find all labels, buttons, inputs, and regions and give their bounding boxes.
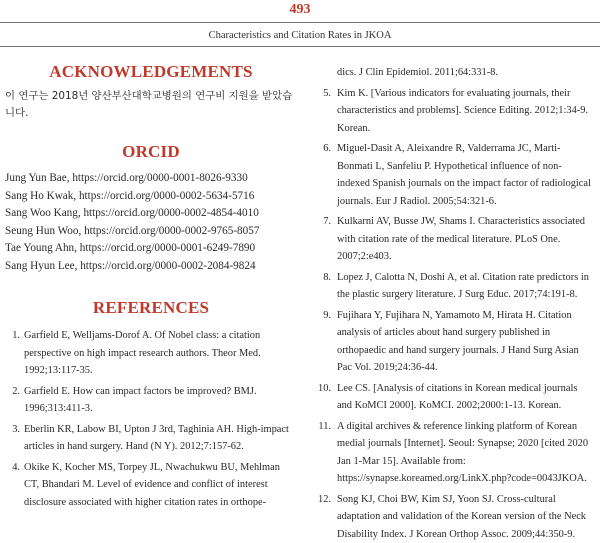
reference-number: 9. [311, 307, 331, 325]
reference-text: Okike K, Kocher MS, Torpey JL, Nwachukwu BU, Mehlman CT, Bhandari M. Level of evidence and conflict of interest disclosure associated with higher citation rates in orthope- [24, 459, 297, 512]
reference-item [311, 213, 591, 266]
reference-number: 2. [5, 383, 20, 401]
reference-number: 12. [311, 491, 331, 509]
running-title: Characteristics and Citation Rates in JKOA [0, 30, 600, 42]
reference-text: Garfield E, Welljams-Dorof A. Of Nobel class: a citation perspective on high impact research authors. Theor Med. 1992;13:117-35. [24, 327, 297, 380]
reference-item [5, 421, 297, 456]
reference-continuation [311, 64, 591, 82]
header-rule [0, 46, 600, 47]
reference-list-left [5, 327, 297, 511]
reference-number: 6. [311, 140, 331, 158]
reference-number: 4. [5, 459, 20, 477]
reference-text: Lopez J, Calotta N, Doshi A, et al. Citation rate predictors in the plastic surgery literature. J Surg Educ. 2017;74:191-8. [337, 269, 591, 304]
reference-item [311, 418, 591, 488]
reference-text: Fujihara Y, Fujihara N, Yamamoto M, Hirata H. Citation analysis of articles about hand surgery published in orthopaedic and hand surgery journals. J Hand Surg Asian Pac Vol. 2019;24:36-44. [337, 307, 591, 377]
reference-text: Kulkarni AV, Busse JW, Shams I. Characteristics associated with citation rate of the medical literature. PLoS One. 2007;2:e403. [337, 213, 591, 266]
reference-item [5, 459, 297, 512]
reference-text: Eberlin KR, Labow BI, Upton J 3rd, Taghinia AH. High-impact articles in hand surgery. Hand (N Y). 2012;7:157-62. [24, 421, 297, 456]
reference-item [311, 269, 591, 304]
references-heading: REFERENCES [5, 298, 297, 318]
reference-item [311, 380, 591, 415]
reference-text: Lee CS. [Analysis of citations in Korean medical journals and KoMCI 2000]. KoMCI. 2002;2000:1-13. Korean. [337, 380, 591, 415]
reference-text: A digital archives & reference linking platform of Korean medial journals [Internet]. Seoul: Synapse; 2020 [cited 2020 Jan 1-Mar 15]. Available from: https://synapse.koreamed.org/LinkX.php?code=0043JKOA. [337, 418, 591, 488]
reference-number: 5. [311, 85, 331, 103]
orcid-entry: Sang Woo Kang, https://orcid.org/0000-0002-4854-4010 [5, 205, 297, 223]
left-column [5, 48, 297, 511]
orcid-entry: Sang Ho Kwak, https://orcid.org/0000-0002-5634-5716 [5, 188, 297, 206]
reference-text: dics. J Clin Epidemiol. 2011;64:331-8. [337, 64, 591, 82]
top-rule [0, 22, 600, 23]
reference-item [311, 491, 591, 543]
reference-number: 11. [311, 418, 331, 436]
reference-text: Song KJ, Choi BW, Kim SJ, Yoon SJ. Cross-cultural adaptation and validation of the Korean version of the Neck Disability Index. J Korean Orthop Assoc. 2009;44:350-9. [337, 491, 591, 543]
page-number: 493 [0, 2, 600, 18]
reference-item [5, 327, 297, 380]
right-column [311, 64, 591, 543]
reference-item [311, 85, 591, 138]
reference-item [5, 383, 297, 418]
reference-text: Miguel-Dasit A, Aleixandre R, Valderrama JC, Marti-Bonmati L, Sanfeliu P. Hypothetical influence of non-indexed Spanish journals on the impact factor of radiological journals. Eur J Radiol. 2005;54:321-6. [337, 140, 591, 210]
orcid-entry: Sang Hyun Lee, https://orcid.org/0000-0002-2084-9824 [5, 258, 297, 276]
acknowledgements-heading: ACKNOWLEDGEMENTS [5, 62, 297, 82]
orcid-heading: ORCID [5, 142, 297, 162]
reference-number: 1. [5, 327, 20, 345]
orcid-entry: Seung Hun Woo, https://orcid.org/0000-0002-9765-8057 [5, 223, 297, 241]
orcid-entry: Jung Yun Bae, https://orcid.org/0000-0001-8026-9330 [5, 170, 297, 188]
reference-item [311, 307, 591, 377]
reference-number: 3. [5, 421, 20, 439]
reference-number: 8. [311, 269, 331, 287]
reference-text: Kim K. [Various indicators for evaluating journals, their characteristics and problems]. Science Editing. 2012;1:34-9. Korean. [337, 85, 591, 138]
reference-number: 10. [311, 380, 331, 398]
acknowledgements-text: 이 연구는 2018년 양산부산대학교병원의 연구비 지원을 받았습니다. [5, 88, 297, 122]
reference-number: 7. [311, 213, 331, 231]
reference-item [311, 140, 591, 210]
orcid-entry: Tae Young Ahn, https://orcid.org/0000-0001-6249-7890 [5, 240, 297, 258]
reference-text: Garfield E. How can impact factors be improved? BMJ. 1996;313:411-3. [24, 383, 297, 418]
orcid-list [5, 170, 297, 275]
reference-list-right [311, 85, 591, 543]
